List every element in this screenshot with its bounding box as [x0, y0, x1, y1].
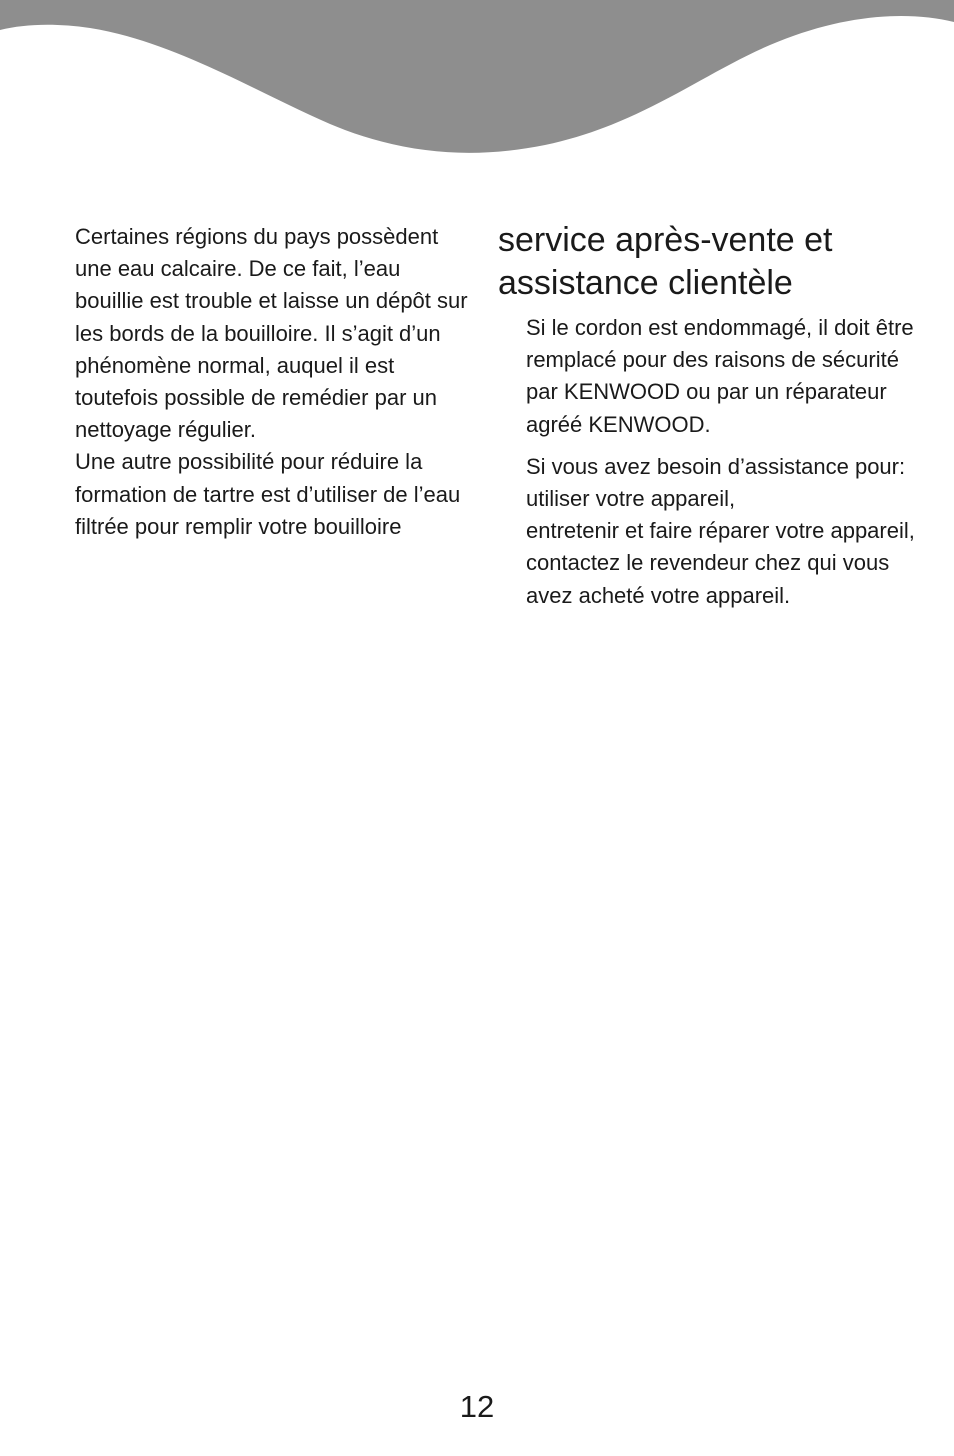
section-title: service après-vente et assistance clientèle	[498, 221, 833, 302]
left-paragraph-filtered-water: Une autre possibilité pour réduire la formation de tartre est d’utiliser de l’eau filtrée pour remplir votre bouilloire	[75, 449, 461, 539]
right-column	[498, 219, 918, 622]
paragraph-assistance	[526, 451, 918, 612]
header-wave-decoration	[0, 0, 954, 160]
assistance-line-use: utiliser votre appareil,	[526, 486, 736, 512]
section-body	[526, 312, 918, 612]
page-number: 12	[459, 1389, 495, 1424]
header-wave-shape	[0, 0, 954, 153]
left-paragraph-hard-water: Certaines régions du pays possèdent une eau calcaire. De ce fait, l’eau bouillie est trouble et laisse un dépôt sur les bords de la bouilloire. Il s’agit d’un phénomène normal, auquel il est toutefois possible de remédier par un nettoyage régulier.	[75, 224, 468, 443]
paragraph-damaged-cord: Si le cordon est endommagé, il doit être remplacé pour des raisons de sécurité par KENWOOD ou par un réparateur agréé KENWOOD.	[526, 315, 914, 437]
assistance-line-contact: contactez le revendeur chez qui vous avez acheté votre appareil.	[526, 550, 890, 608]
assistance-line-intro: Si vous avez besoin d’assistance pour:	[526, 453, 906, 479]
assistance-line-maintain: entretenir et faire réparer votre appareil,	[526, 518, 915, 544]
left-column	[75, 221, 470, 543]
